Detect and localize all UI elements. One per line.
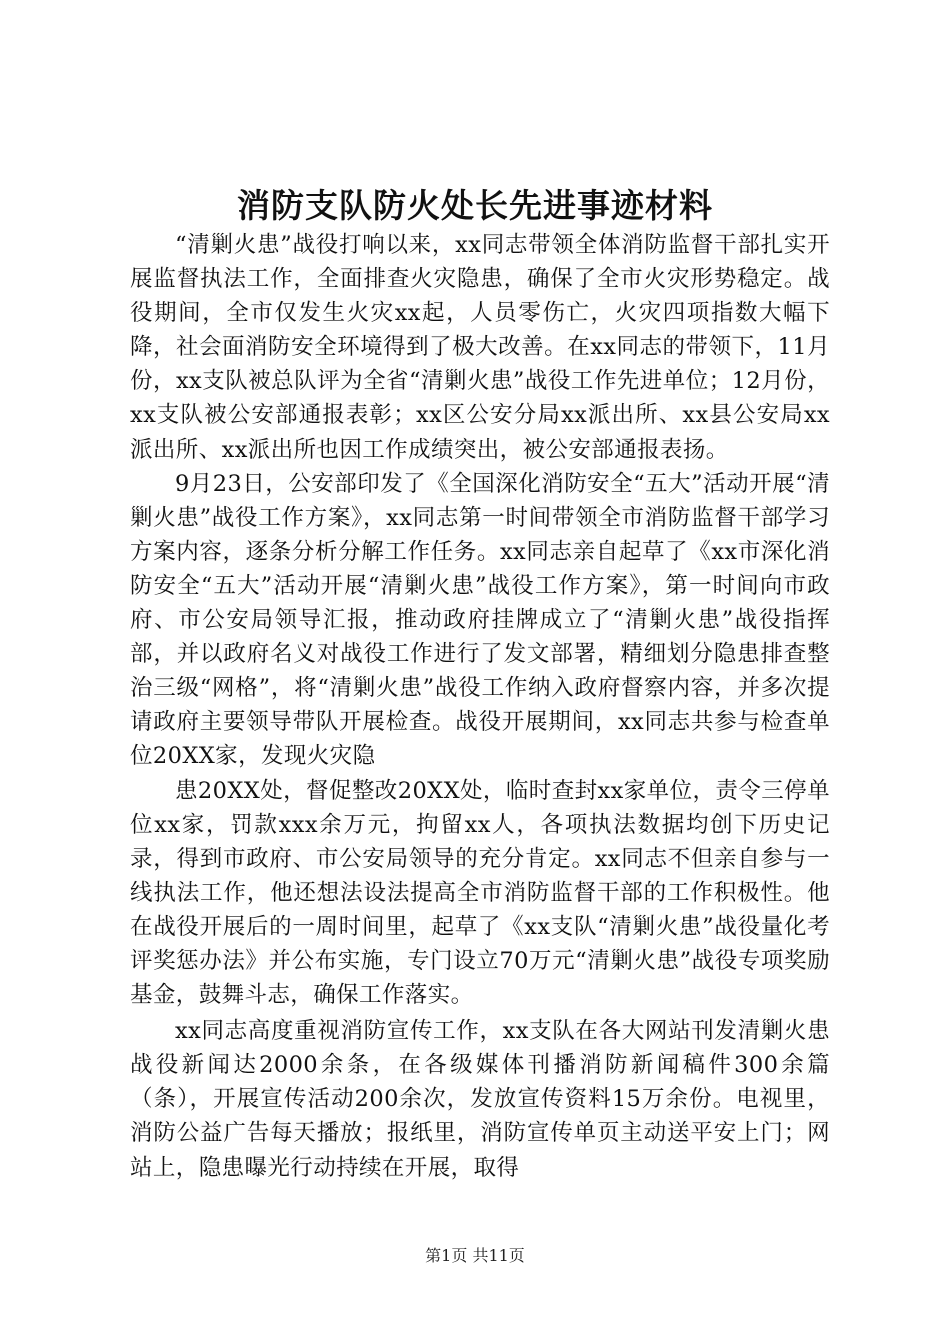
page-number-footer: 第1页 共11页	[425, 1246, 525, 1265]
paragraph-2: 9月23日，公安部印发了《全国深化消防安全“五大”活动开展“清剿火患”战役工作方案》，xx同志第一时间带领全市消防监督干部学习方案内容，逐条分析分解工作任务。xx同志亲自起草了《xx市深化消防安全“五大”活动开展“清剿火患”战役工作方案》，第一时间向市政府、市公安局领导汇报，推动政府挂牌成立了“清剿火患”战役指挥部，并以政府名义对战役工作进行了发文部署，精细划分隐患排查整治三级“网格”，将“清剿火患”战役工作纳入政府督察内容，并多次提请政府主要领导带队开展检查。战役开展期间，xx同志共参与检查单位20XX家，发现火灾隐	[130, 470, 830, 770]
paragraph-3: 患20XX处，督促整改20XX处，临时查封xx家单位，责令三停单位xx家，罚款xxx余万元，拘留xx人，各项执法数据均创下历史记录，得到市政府、市公安局领导的充分肯定。xx同志不但亲自参与一线执法工作，他还想法设法提高全市消防监督干部的工作积极性。他在战役开展后的一周时间里，起草了《xx支队“清剿火患”战役量化考评奖惩办法》并公布实施，专门设立70万元“清剿火患”战役专项奖励基金，鼓舞斗志，确保工作落实。	[130, 777, 830, 1009]
paragraph-1: “清剿火患”战役打响以来，xx同志带领全体消防监督干部扎实开展监督执法工作，全面排查火灾隐患，确保了全市火灾形势稳定。战役期间，全市仅发生火灾xx起，人员零伤亡，火灾四项指数大幅下降，社会面消防安全环境得到了极大改善。在xx同志的带领下，11月份，xx支队被总队评为全省“清剿火患”战役工作先进单位；12月份，xx支队被公安部通报表彰；xx区公安分局xx派出所、xx县公安局xx派出所、xx派出所也因工作成绩突出，被公安部通报表扬。	[130, 232, 830, 463]
document-title: 消防支队防火处长先进事迹材料	[237, 186, 713, 225]
paragraph-4: xx同志高度重视消防宣传工作，xx支队在各大网站刊发清剿火患战役新闻达2000余条，在各级媒体刊播消防新闻稿件300余篇（条），开展宣传活动200余次，发放宣传资料15万余份。电视里，消防公益广告每天播放；报纸里，消防宣传单页主动送平安上门；网站上，隐患曝光行动持续在开展，取得	[130, 1018, 830, 1181]
document-body	[130, 228, 830, 1185]
